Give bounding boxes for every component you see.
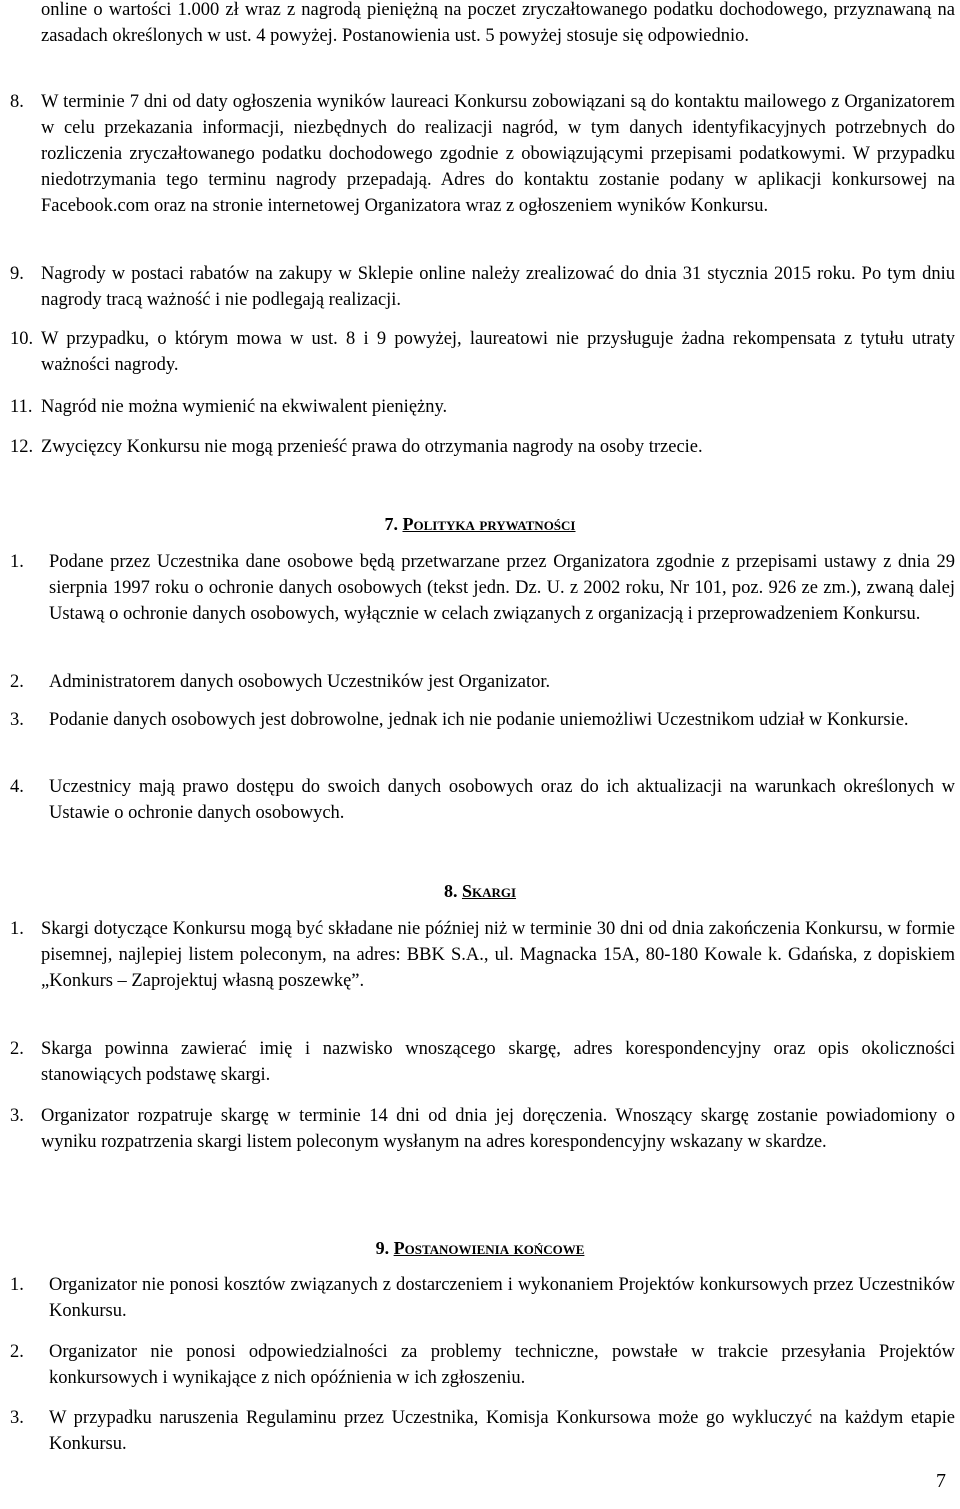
item-number: 2. (10, 1342, 24, 1362)
item-number: 9. (10, 264, 24, 284)
list-item-text: Podanie danych osobowych jest dobrowolne, jednak ich nie podanie uniemożliwi Uczestnikom udział w Konkursie. (49, 710, 909, 730)
page-number: 7 (936, 1470, 946, 1492)
list-item-text: Organizator nie ponosi kosztów związanych z dostarczeniem i wykonaniem Projektów konkursowych przez Uczestników Konkursu. (49, 1275, 955, 1321)
item-number: 4. (10, 777, 24, 797)
list-item-text: Skargi dotyczące Konkursu mogą być składane nie później niż w terminie 30 dni od dnia zakończenia Konkursu, w formie pisemnej, najlepiej listem poleconym, na adres: BBK S.A., ul. Magnacka 15A, 80-180 Kowale k. Gdańska, z dopiskiem „Konkurs – Zaprojektuj własną poszewkę”. (41, 919, 955, 991)
item-number: 3. (10, 1408, 24, 1428)
list-item-text: Organizator nie ponosi odpowiedzialności za problemy techniczne, powstałe w trakcie przesyłania Projektów konkursowych i wynikające z nich opóźnienia w ich zgłoszeniu. (49, 1342, 955, 1388)
item-number: 2. (10, 1039, 24, 1059)
list-item-text: W terminie 7 dni od daty ogłoszenia wyników laureaci Konkursu zobowiązani są do kontaktu mailowego z Organizatorem w celu przekazania informacji, niezbędnych do realizacji nagród, w tym danych identyfikacyjnych potrzebnych do rozliczenia zryczałtowanego podatku dochodowego zgodnie z obowiązującymi przepisami podatkowymi. W przypadku niedotrzymania tego terminu nagrody przepadają. Adres do kontaktu zostanie podany w aplikacji konkursowej na Facebook.com oraz na stronie internetowej Organizatora wraz z ogłoszeniem wyników Konkursu. (41, 92, 955, 216)
list-item-text: W przypadku, o którym mowa w ust. 8 i 9 powyżej, laureatowi nie przysługuje żadna rekompensata z tytułu utraty ważności nagrody. (41, 329, 955, 375)
item-number: 10. (10, 329, 34, 349)
item-number: 1. (10, 919, 24, 939)
section-number: 9. (375, 1238, 390, 1258)
section-number: 8. (443, 881, 458, 901)
list-item-text: Skarga powinna zawierać imię i nazwisko wnoszącego skargę, adres korespondencyjny oraz opis okoliczności stanowiących podstawę skargi. (41, 1039, 955, 1085)
item-number: 11. (10, 397, 33, 417)
list-item-text: Nagród nie można wymienić na ekwiwalent pieniężny. (41, 397, 448, 417)
list-item-text: W przypadku naruszenia Regulaminu przez Uczestnika, Komisja Konkursowa może go wykluczyć na każdym etapie Konkursu. (49, 1408, 955, 1454)
list-item-text: Administratorem danych osobowych Uczestników jest Organizator. (49, 672, 551, 692)
intro-paragraph: online o wartości 1.000 zł wraz z nagrodą pieniężną na poczet zryczałtowanego podatku dochodowego, przyznawaną na zasadach określonych w ust. 4 powyżej. Postanowienia ust. 5 powyżej stosuje się odpowiednio. (41, 0, 955, 46)
item-number: 12. (10, 437, 34, 457)
item-number: 1. (10, 552, 24, 572)
item-number: 2. (10, 672, 24, 692)
section-title: Postanowienia końcowe (393, 1238, 585, 1258)
section-title: Skargi (461, 881, 517, 901)
item-number: 1. (10, 1275, 24, 1295)
section-heading (0, 1235, 960, 1261)
section-title: Polityka prywatności (402, 514, 576, 534)
item-number: 3. (10, 1106, 24, 1126)
section-number: 7. (384, 514, 398, 534)
list-item-text: Organizator rozpatruje skargę w terminie 14 dni od dnia jej doręczenia. Wnoszący skargę zostanie powiadomiony o wyniku rozpatrzenia skargi listem poleconym wysłanym na adres korespondencyjny wskazany w skardze. (41, 1106, 955, 1152)
section-heading (0, 878, 960, 904)
item-number: 8. (10, 92, 24, 112)
list-item-text: Nagrody w postaci rabatów na zakupy w Sklepie online należy zrealizować do dnia 31 stycznia 2015 roku. Po tym dniu nagrody tracą ważność i nie podlegają realizacji. (41, 264, 955, 310)
item-number: 3. (10, 710, 24, 730)
list-item-text: Zwycięzcy Konkursu nie mogą przenieść prawa do otrzymania nagrody na osoby trzecie. (41, 437, 703, 457)
list-item-text: Podane przez Uczestnika dane osobowe będą przetwarzane przez Organizatora zgodnie z przepisami ustawy z dnia 29 sierpnia 1997 roku o ochronie danych osobowych (tekst jedn. Dz. U. z 2002 roku, Nr 101, poz. 926 ze zm.), zwaną dalej Ustawą o ochronie danych osobowych, wyłącznie w celach związanych z organizacją i przeprowadzeniem Konkursu. (49, 552, 955, 624)
section-heading (0, 511, 960, 537)
list-item-text: Uczestnicy mają prawo dostępu do swoich danych osobowych oraz do ich aktualizacji na warunkach określonych w Ustawie o ochronie danych osobowych. (49, 777, 955, 823)
